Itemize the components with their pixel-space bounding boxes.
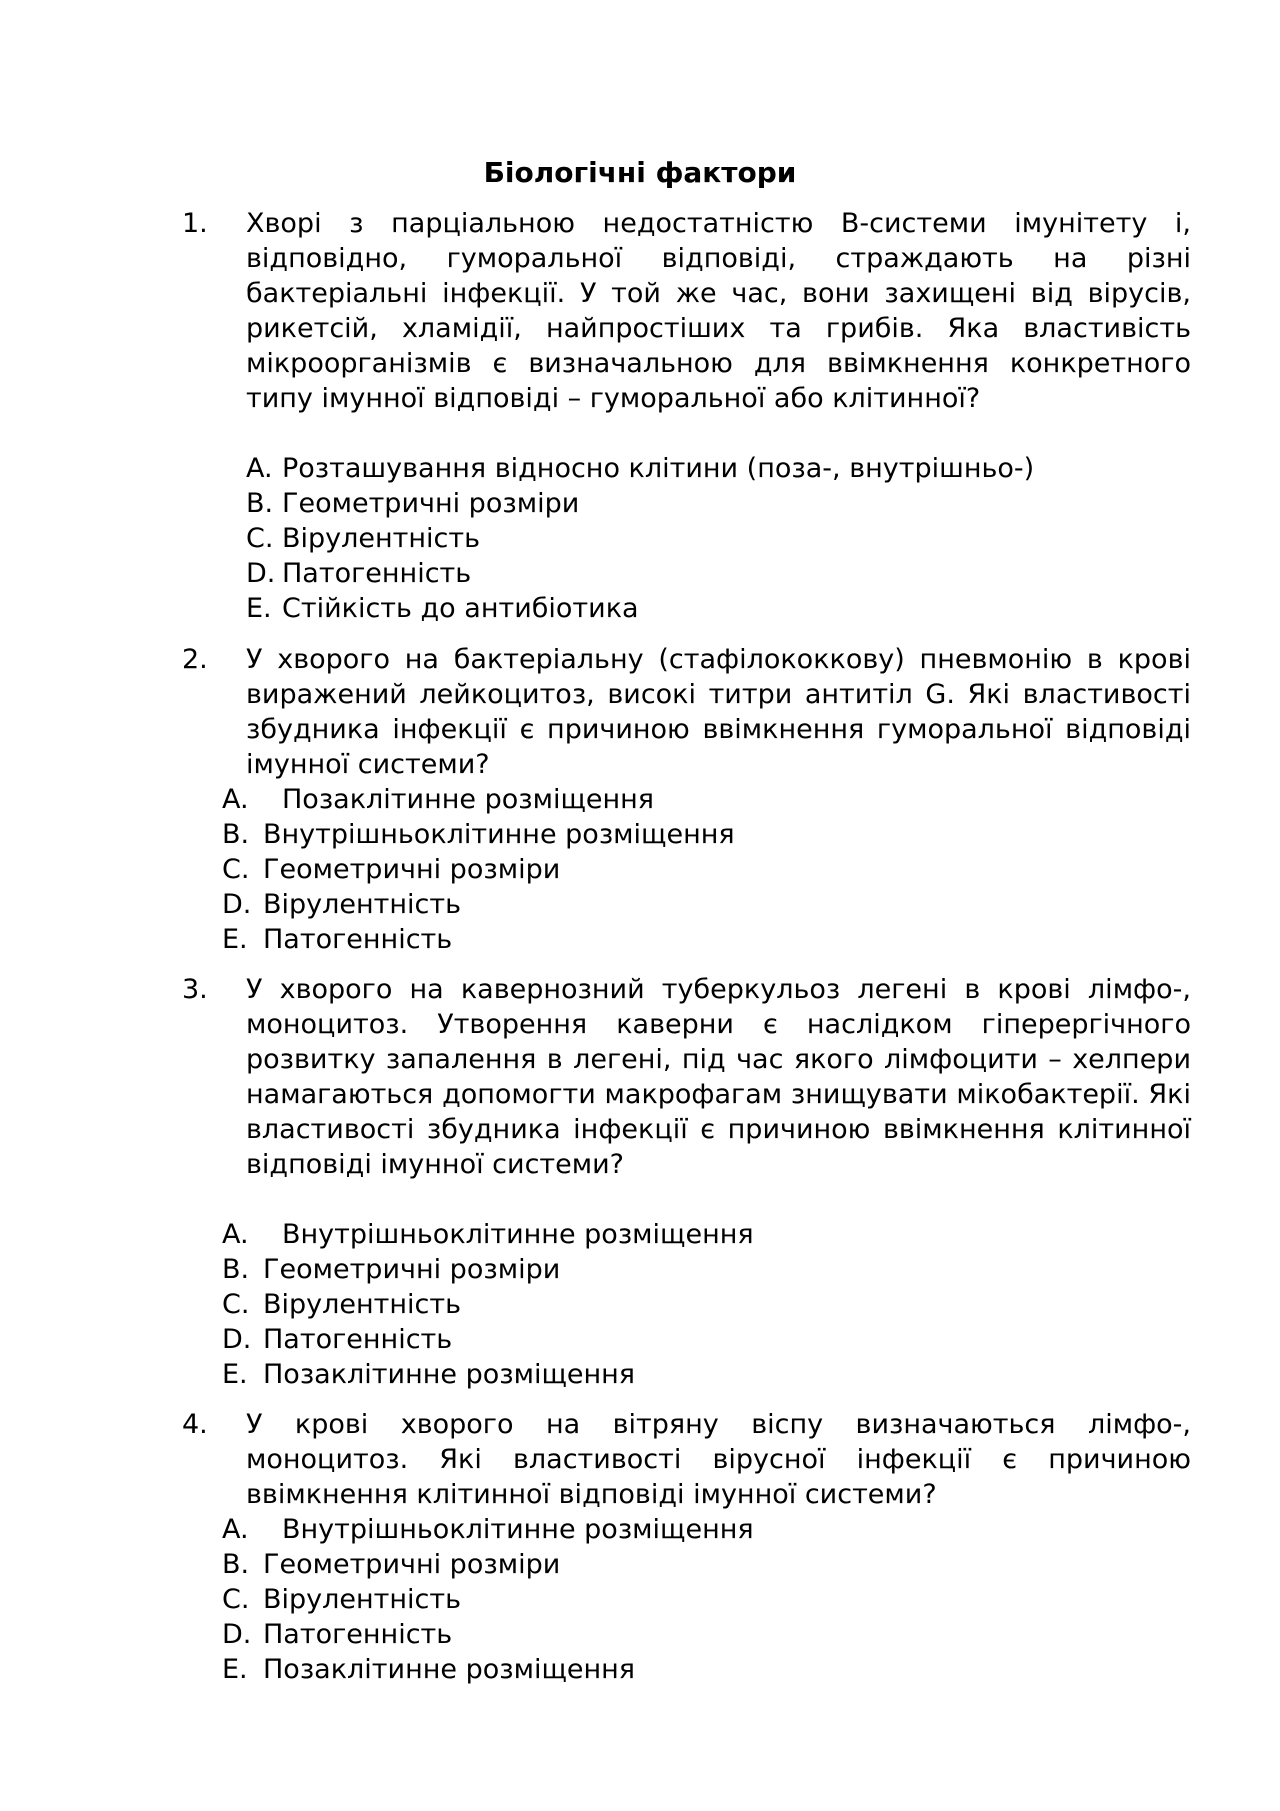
option-text: Патогенність xyxy=(263,924,453,955)
option-letter: E. xyxy=(222,924,248,955)
question-number: 2. xyxy=(182,644,208,675)
option-e xyxy=(222,922,452,957)
option-letter: A. xyxy=(222,1219,249,1250)
option-letter: D. xyxy=(222,1619,252,1650)
option-text: Позаклітинне розміщення xyxy=(263,1359,636,1390)
option-e xyxy=(246,591,639,626)
question-text: Хворі з парціальною недостатністю В-системи імунітету і, відповідно, гуморальної відповіді, страждають на різні бактеріальні інфекції. У той же час, вони захищені від вірусів, рикетсій, хламідії, найпростіших та грибів. Яка властивість мікроорганізмів є визначальною для ввімкнення конкретного типу імунної відповіді – гуморальної або клітинної? xyxy=(246,208,1191,414)
option-letter: C. xyxy=(222,854,250,885)
option-e xyxy=(222,1357,635,1392)
option-c xyxy=(246,521,480,556)
option-b xyxy=(222,1547,560,1582)
option-text: Внутрішньоклітинне розміщення xyxy=(263,819,735,850)
option-letter: B. xyxy=(222,1254,250,1285)
option-e xyxy=(222,1652,635,1687)
option-text: Геометричні розміри xyxy=(263,1549,561,1580)
option-letter: C. xyxy=(222,1289,250,1320)
option-letter: D. xyxy=(246,558,276,589)
option-text: Патогенність xyxy=(282,558,472,589)
question-text: У крові хворого на вітряну віспу визначаються лімфо-, моноцитоз. Які властивості вірусної інфекції є причиною ввімкнення клітинної відповіді імунної системи? xyxy=(246,1409,1191,1510)
option-text: Розташування відносно клітини (поза-, внутрішньо-) xyxy=(282,453,1035,484)
option-text: Вірулентність xyxy=(263,1289,462,1320)
option-text: Геометричні розміри xyxy=(282,488,580,519)
option-b xyxy=(222,1252,560,1287)
option-b xyxy=(246,486,579,521)
option-d xyxy=(246,556,471,591)
option-text: Стійкість до антибіотика xyxy=(282,593,639,624)
option-b xyxy=(222,817,735,852)
option-a xyxy=(222,1217,754,1252)
option-letter: B. xyxy=(222,1549,250,1580)
option-letter: E. xyxy=(222,1359,248,1390)
option-text: Патогенність xyxy=(263,1324,453,1355)
option-letter: B. xyxy=(222,819,250,850)
option-letter: C. xyxy=(222,1584,250,1615)
option-text: Вірулентність xyxy=(263,1584,462,1615)
option-text: Геометричні розміри xyxy=(263,854,561,885)
option-letter: D. xyxy=(222,889,252,920)
option-text: Внутрішньоклітинне розміщення xyxy=(282,1219,754,1250)
option-letter: E. xyxy=(222,1654,248,1685)
option-c xyxy=(222,1287,461,1322)
option-letter: A. xyxy=(222,1514,249,1545)
question-text: У хворого на кавернозний туберкульоз легені в крові лімфо-, моноцитоз. Утворення каверни є наслідком гіперергічного розвитку запалення в легені, під час якого лімфоцити – хелпери намагаються допомогти макрофагам знищувати мікобактерії. Які властивості збудника інфекції є причиною ввімкнення клітинної відповіді імунної системи? xyxy=(246,974,1191,1180)
option-a xyxy=(246,451,1034,486)
option-a xyxy=(222,1512,754,1547)
option-text: Внутрішньоклітинне розміщення xyxy=(282,1514,754,1545)
option-text: Позаклітинне розміщення xyxy=(263,1654,636,1685)
option-letter: D. xyxy=(222,1324,252,1355)
option-d xyxy=(222,1322,452,1357)
option-letter: B. xyxy=(246,488,274,519)
question-number: 1. xyxy=(182,208,208,239)
option-letter: C. xyxy=(246,523,274,554)
option-c xyxy=(222,1582,461,1617)
option-letter: A. xyxy=(246,453,273,484)
option-c xyxy=(222,852,560,887)
question-number: 3. xyxy=(182,974,208,1005)
option-letter: A. xyxy=(222,784,249,815)
option-text: Вірулентність xyxy=(282,523,481,554)
option-text: Геометричні розміри xyxy=(263,1254,561,1285)
option-d xyxy=(222,1617,452,1652)
option-letter: E. xyxy=(246,593,272,624)
question-number: 4. xyxy=(182,1409,208,1440)
question-text: У хворого на бактеріальну (стафілококкову) пневмонію в крові виражений лейкоцитоз, високі титри антитіл G. Які властивості збудника інфекції є причиною ввімкнення гуморальної відповіді імунної системи? xyxy=(246,644,1191,780)
page-title: Біологічні фактори xyxy=(483,156,797,189)
option-text: Патогенність xyxy=(263,1619,453,1650)
option-text: Позаклітинне розміщення xyxy=(282,784,655,815)
option-text: Вірулентність xyxy=(263,889,462,920)
option-d xyxy=(222,887,461,922)
option-a xyxy=(222,782,654,817)
